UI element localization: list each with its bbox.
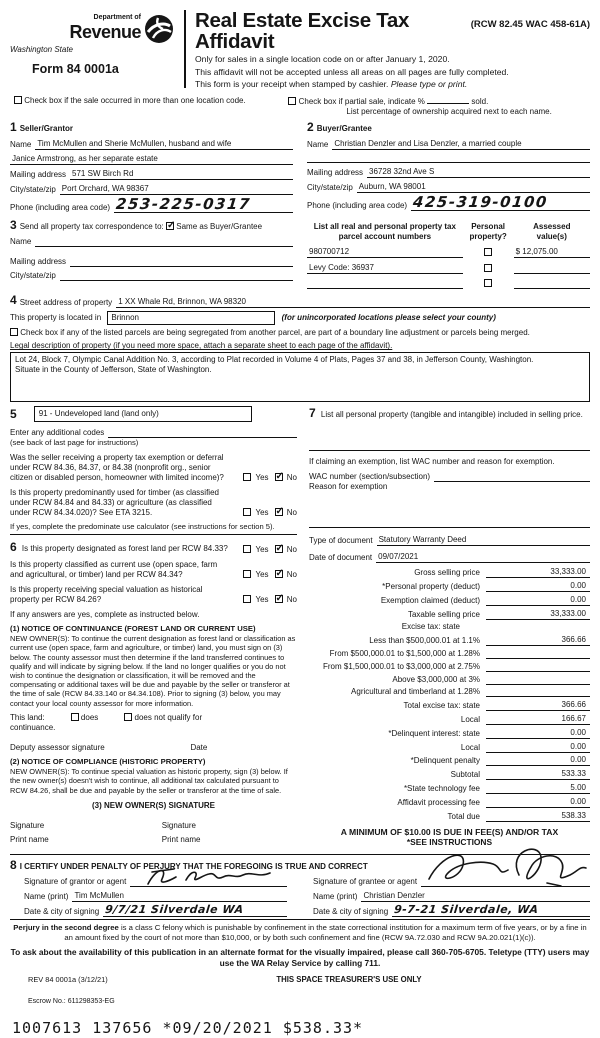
seller-grantor-section xyxy=(10,120,293,213)
parcel-row xyxy=(307,279,590,289)
tax-line xyxy=(309,700,590,711)
land-qualify-row xyxy=(10,713,297,723)
treasurer-use-label: THIS SPACE TREASURER'S USE ONLY xyxy=(276,974,422,984)
additional-codes-note: (see back of last page for instructions) xyxy=(10,438,139,448)
legal-description-label: Legal description of property (if you need more space, attach a separate sheet to each page of the affidavit). xyxy=(10,341,393,351)
notice-continuance-body: NEW OWNER(S): To continue the current designation as forest land or classification as current use (open space, farm and agriculture, or timber) land, you must sign on (3) below. The county assessor must then determine if the land transferred continues to qualify and will indicate by signing below. If the land no longer qualifies or you do not wish to continue the designation or classification, it will be removed and the compensating or additional taxes will be due and payable by the seller or transferor at the time of sale (RCW 84.33.140 or 84.34.108). Prior to signing (3) below, you may contact your local county assessor for more information. xyxy=(10,634,296,708)
tax-line xyxy=(309,769,590,780)
tax-line-value[interactable]: 0.00 xyxy=(486,797,590,808)
correspondence-label: Send all property tax correspondence to: xyxy=(19,222,164,232)
correspondence-city-label: City/state/zip xyxy=(10,271,56,281)
buyer-name-label: Name xyxy=(307,140,329,150)
section-5-number: 5 xyxy=(10,406,17,421)
buyer-mailing-field[interactable]: 36728 32nd Ave S xyxy=(367,167,590,178)
tax-line-label: Exemption claimed (deduct) xyxy=(380,595,480,605)
does-qualify-checkbox[interactable] xyxy=(71,713,79,721)
tax-line xyxy=(309,714,590,725)
tax-line-label: *Delinquent interest: state xyxy=(388,728,480,738)
escrow-number: Escrow No.: 611298353-EG xyxy=(28,998,115,1006)
yes-no-question xyxy=(10,453,297,483)
same-as-buyer-label: Same as Buyer/Grantee xyxy=(176,222,263,232)
header-divider xyxy=(184,10,186,88)
yes-no-controls: Yes✓ No xyxy=(237,570,297,580)
reason-exemption-field[interactable] xyxy=(309,492,590,528)
see-instructions-note: *SEE INSTRUCTIONS xyxy=(406,837,493,848)
tax-line xyxy=(309,649,590,659)
legal-description-field[interactable]: Lot 24, Block 7, Olympic Canal Addition No. 3, according to Plat recorded in Volume 4 of Plats, Pages 37 and 38, in Jefferson County, Washington. Situate in the County of Jefferson, State of Washington. xyxy=(10,352,590,402)
question-text: Is this property receiving special valuation as historical property per RCW 84.26? xyxy=(10,584,203,604)
doc-type-field[interactable]: Statutory Warranty Deed xyxy=(377,535,590,546)
located-in-note: (for unincorporated locations please select your county) xyxy=(281,313,496,323)
does-label: does xyxy=(80,712,99,722)
land-use-code-field[interactable]: 91 - Undeveloped land (land only) xyxy=(34,406,252,422)
section-7-number: 7 xyxy=(309,406,316,421)
seller-name-field[interactable]: Tim McMullen and Sherie McMullen, husband and wife xyxy=(35,139,293,150)
doc-date-label: Date of document xyxy=(309,553,373,563)
wac-number-label: WAC number (section/subsection) xyxy=(309,472,431,482)
yes-no-controls: Yes✓ No xyxy=(237,545,297,555)
notice-continuance-title: (1) NOTICE OF CONTINUANCE (FOREST LAND OR CURRENT USE) xyxy=(10,623,256,633)
partial-sale-percent-field[interactable] xyxy=(427,96,469,104)
buyer-city-field[interactable]: Auburn, WA 98001 xyxy=(357,182,590,193)
tax-line xyxy=(309,675,590,685)
multiple-location-label: Check box if the sale occurred in more than one location code. xyxy=(24,96,246,106)
dor-logo-block xyxy=(10,6,178,78)
tax-line-label: Affidavit processing fee xyxy=(397,797,480,807)
dept-of-label: Department of xyxy=(93,14,141,21)
segregated-checkbox[interactable] xyxy=(10,328,18,336)
parcel-row xyxy=(307,247,590,258)
buyer-mailing-label: Mailing address xyxy=(307,168,364,178)
section-2-number: 2 xyxy=(307,120,314,135)
grantor-date-city-field[interactable]: 9/7/21 Silverdale WA xyxy=(104,902,245,916)
tax-correspondence-section xyxy=(10,218,293,289)
section-2-title: Buyer/Grantee xyxy=(316,124,372,134)
tax-line xyxy=(309,755,590,766)
tax-line-value[interactable]: 366.66 xyxy=(486,700,590,711)
multiple-location-checkbox[interactable] xyxy=(14,96,22,104)
partial-sale-checkbox[interactable] xyxy=(288,97,296,105)
tax-line-value[interactable]: 538.33 xyxy=(486,811,590,822)
section-1-number: 1 xyxy=(10,120,17,135)
perjury-statement: Perjury in the second degree is a class C felony which is punishable by confinement in the state correctional institution for a maximum term of five years, or by a fine in an amount fixed by the court of not more than $10,000, or by both such confinement and fine (RCW 9A.72.030 and RCW 9A.20.021(1)(c)). xyxy=(13,922,587,942)
grantee-signature xyxy=(421,839,591,891)
tax-line-value[interactable]: 0.00 xyxy=(486,728,590,739)
assessed-value-field[interactable] xyxy=(514,280,590,289)
seller-mailing-field[interactable]: 571 SW Birch Rd xyxy=(70,169,293,180)
property-address-section xyxy=(10,293,590,402)
personal-property-checkbox[interactable] xyxy=(484,264,492,272)
tax-line xyxy=(309,687,590,697)
no-checkbox[interactable] xyxy=(275,473,283,481)
correspondence-name-label: Name xyxy=(10,237,32,247)
form-number: Form 84 0001a xyxy=(32,62,119,76)
section-1-title: Seller/Grantor xyxy=(19,124,74,134)
seller-phone-field[interactable]: 253-225-0317 xyxy=(115,195,252,214)
ownership-percentage-note: List percentage of ownership acquired next to each name. xyxy=(346,107,552,117)
yes-checkbox[interactable] xyxy=(243,570,251,578)
seller-city-label: City/state/zip xyxy=(10,185,56,195)
notice-compliance-title: (2) NOTICE OF COMPLIANCE (HISTORIC PROPERTY) xyxy=(10,756,206,766)
signature-label-1: Signature xyxy=(10,820,45,830)
grantee-signature-label: Signature of grantee or agent xyxy=(313,876,418,886)
tax-line-label: Taxable selling price xyxy=(407,609,480,619)
form-title: Real Estate Excise Tax Affidavit xyxy=(195,9,410,53)
parcel-table xyxy=(307,222,590,289)
answers-yes-note: If any answers are yes, complete as instructed below. xyxy=(10,609,200,619)
tax-line-label: *Delinquent penalty xyxy=(410,756,480,766)
buyer-phone-field[interactable]: 425-319-0100 xyxy=(412,193,549,212)
grantor-name-print-label: Name (print) xyxy=(24,891,69,901)
washington-state-label: Washington State xyxy=(10,45,74,54)
tax-line-label: *State technology fee xyxy=(403,783,480,793)
this-land-label: This land: xyxy=(10,712,45,722)
tax-line-label: Above $3,000,000 at 3% xyxy=(392,674,480,684)
buyer-name-field-2[interactable] xyxy=(307,154,590,163)
partial-sale-sold-label: sold. xyxy=(471,97,489,107)
correspondence-mailing-label: Mailing address xyxy=(10,257,67,267)
parcel-header: List all real and personal property tax parcel account numbers xyxy=(313,222,456,242)
section-6-question: 6 Is this property designated as forest land per RCW 84.33? xyxy=(10,539,228,554)
form-header xyxy=(10,6,590,90)
yes-no-controls: Yes✓ No xyxy=(237,595,297,605)
tax-line-label: From $1,500,000.01 to $3,000,000 at 2.75% xyxy=(322,661,480,671)
personal-property-checkbox[interactable] xyxy=(484,248,492,256)
tax-line-value[interactable]: 5.00 xyxy=(486,783,590,794)
tax-line xyxy=(309,581,590,592)
personal-property-label: List all personal property (tangible and intangible) included in selling price. xyxy=(320,410,583,420)
personal-property-checkbox[interactable] xyxy=(484,279,492,287)
no-checkbox[interactable] xyxy=(275,595,283,603)
tax-line-label: Local xyxy=(460,742,480,752)
tax-line-label: From $500,000.01 to $1,500,000 at 1.28% xyxy=(329,648,480,658)
reason-exemption-label: Reason for exemption xyxy=(309,482,388,492)
assessed-value-field[interactable]: $ 12,075.00 xyxy=(514,247,590,258)
section-3-number: 3 xyxy=(10,218,17,233)
tax-line-value[interactable]: 0.00 xyxy=(486,755,590,766)
tax-line-label: Subtotal xyxy=(450,770,480,780)
header-note-3: This form is your receipt when stamped by cashier. Please type or print. xyxy=(195,79,468,90)
seller-mailing-label: Mailing address xyxy=(10,170,67,180)
no-checkbox[interactable] xyxy=(275,570,283,578)
deputy-date-label: Date xyxy=(190,742,208,752)
located-in-label: This property is located in xyxy=(10,313,102,323)
tax-line-value[interactable]: 33,333.00 xyxy=(486,567,590,578)
seller-name-field-2[interactable]: Janice Armstrong, as her separate estate xyxy=(10,154,293,165)
deputy-assessor-label: Deputy assessor signature xyxy=(10,742,105,752)
tax-line-label: Excise tax: state xyxy=(401,622,460,632)
land-use-code-section xyxy=(10,406,297,422)
no-checkbox[interactable] xyxy=(275,508,283,516)
seller-name-label: Name xyxy=(10,140,32,150)
no-checkbox[interactable] xyxy=(275,545,283,553)
tax-line xyxy=(309,635,590,646)
correspondence-city-field[interactable] xyxy=(60,272,293,281)
tax-line-label: Agricultural and timberland at 1.28% xyxy=(351,687,480,697)
segregated-label: Check box if any of the listed parcels are being segregated from another parcel, are part of a boundary line adjustment or parcels being merged. xyxy=(20,328,530,338)
tax-line xyxy=(309,728,590,739)
tax-line xyxy=(309,811,590,822)
tax-line-value[interactable]: 166.67 xyxy=(486,714,590,725)
tax-line-value[interactable]: 33,333.00 xyxy=(486,609,590,620)
tax-line-label: Local xyxy=(460,714,480,724)
tax-line-label: Total due xyxy=(447,811,480,821)
additional-codes-label: Enter any additional codes xyxy=(10,428,105,438)
certification-section xyxy=(10,854,590,920)
personal-property-header: Personal property? xyxy=(469,222,507,242)
grantor-date-city-label: Date & city of signing xyxy=(24,906,100,916)
wac-number-field[interactable] xyxy=(434,473,590,482)
tax-section-header xyxy=(309,622,590,632)
street-address-field[interactable]: 1 XX Whale Rd, Brinnon, WA 98320 xyxy=(116,297,590,308)
yes-checkbox[interactable] xyxy=(243,595,251,603)
tax-line xyxy=(309,797,590,808)
top-check-row xyxy=(10,96,590,117)
excise-tax-table xyxy=(309,567,590,821)
grantee-date-city-label: Date & city of signing xyxy=(313,906,389,916)
grantor-name-field[interactable]: Tim McMullen xyxy=(72,891,287,902)
yes-checkbox[interactable] xyxy=(243,508,251,516)
grantee-date-city-field[interactable]: 9-7-21 Silverdale, WA xyxy=(393,902,540,916)
yes-checkbox[interactable] xyxy=(243,545,251,553)
yes-no-controls: Yes✓ No xyxy=(237,473,297,483)
print-name-label-1: Print name xyxy=(10,834,49,844)
exemption-note: If claiming an exemption, list WAC number and reason for exemption. xyxy=(309,457,555,467)
yes-checkbox[interactable] xyxy=(243,473,251,481)
tax-line-label: Total excise tax: state xyxy=(403,701,480,711)
assessed-value-header: Assessed value(s) xyxy=(533,222,571,242)
question-text: Is this property classified as current use (open space, farm and agricultural, or timber) land per RCW 84.34? xyxy=(10,559,218,579)
tax-line xyxy=(309,662,590,672)
revenue-label: Revenue xyxy=(69,21,141,42)
question-text: Is this property predominantly used for timber (as classified under RCW 84.84 and 84.33) or agriculture (as classified under RCW 84.34.020)? See ETA 3215. xyxy=(10,487,219,517)
grantee-name-field[interactable]: Christian Denzler xyxy=(361,891,590,902)
correspondence-mailing-field[interactable] xyxy=(70,258,293,267)
accessibility-note: To ask about the availability of this publication in an alternate format for the visually impaired, please call 360-705-6705. Teletype (TTY) users may use the WA Relay Service by calling 711. xyxy=(10,946,590,968)
tax-line-value[interactable] xyxy=(486,649,590,659)
parcel-number-field[interactable]: 980700712 xyxy=(307,247,463,258)
personal-property-section xyxy=(309,406,590,421)
yes-no-question xyxy=(10,488,297,518)
continuance-label: continuance. xyxy=(10,722,56,732)
certify-statement: I CERTIFY UNDER PENALTY OF PERJURY THAT THE FOREGOING IS TRUE AND CORRECT xyxy=(19,861,368,871)
assessed-value-field[interactable] xyxy=(514,265,590,274)
tax-line xyxy=(309,567,590,578)
tax-line-value[interactable]: 366.66 xyxy=(486,635,590,646)
buyer-phone-label: Phone (including area code) xyxy=(307,201,408,211)
located-in-field[interactable]: Brinnon xyxy=(107,311,275,325)
seller-city-field[interactable]: Port Orchard, WA 98367 xyxy=(60,184,293,195)
seller-phone-label: Phone (including area code) xyxy=(10,203,111,213)
correspondence-name-field[interactable] xyxy=(35,238,293,247)
tax-line xyxy=(309,595,590,606)
yes-no-question xyxy=(10,585,297,605)
tax-line-label: Less than $500,000.01 at 1.1% xyxy=(369,636,480,646)
parcel-number-field[interactable] xyxy=(307,280,463,289)
grantee-name-print-label: Name (print) xyxy=(313,891,358,901)
street-address-label: Street address of property xyxy=(19,298,113,308)
doc-date-field[interactable]: 09/07/2021 xyxy=(376,552,590,563)
additional-codes-field[interactable] xyxy=(108,429,297,438)
notice-compliance-body: NEW OWNER(S): To continue special valuation as historic property, sign (3) below. If the new owner(s) doesn't wish to continue, all additional tax calculated pursuant to RCW 84.26, shall be due and payable by the seller or transferor at the time of sale. xyxy=(10,767,288,795)
signature-label-2: Signature xyxy=(161,820,196,830)
form-revision-label: REV 84 0001a (3/12/21) xyxy=(28,974,108,984)
tax-line xyxy=(309,609,590,620)
section-4-number: 4 xyxy=(10,293,17,308)
dor-swirl-icon xyxy=(144,14,174,44)
tax-line-value[interactable]: 0.00 xyxy=(486,595,590,606)
grantor-signature-label: Signature of grantor or agent xyxy=(24,876,127,886)
grantor-signature xyxy=(142,863,282,891)
tax-line-value[interactable]: 0.00 xyxy=(486,742,590,753)
question-text: Was the seller receiving a property tax exemption or deferral under RCW 84.36, 84.37, or 84.38 (nonprofit org., senior citizen or disabled person, homeowner with limited income)? xyxy=(10,452,224,482)
new-owners-signature-title: (3) NEW OWNER(S) SIGNATURE xyxy=(92,800,215,810)
personal-property-field[interactable] xyxy=(309,421,590,451)
buyer-name-field[interactable]: Christian Denzler and Lisa Denzler, a married couple xyxy=(332,139,590,150)
yes-no-question xyxy=(10,560,297,580)
tax-line-value[interactable]: 0.00 xyxy=(486,581,590,592)
cashier-receipt-stamp: 1007613 137656 *09/20/2021 $538.33* xyxy=(12,1019,364,1038)
tax-line-value[interactable]: 533.33 xyxy=(486,769,590,780)
form-title-rcw: (RCW 82.45 WAC 458-61A) xyxy=(470,19,590,30)
tax-line-label: Gross selling price xyxy=(414,568,480,578)
header-note-1: Only for sales in a single location code on or after January 1, 2020. xyxy=(195,54,450,64)
doc-type-label: Type of document xyxy=(309,536,373,546)
does-not-label: does not qualify for xyxy=(134,712,203,722)
yes-no-controls: Yes✓ No xyxy=(237,508,297,518)
parcel-number-field[interactable]: Levy Code: 36937 xyxy=(307,263,463,274)
header-note-2: This affidavit will not be accepted unless all areas on all pages are fully completed. xyxy=(195,66,509,77)
does-not-qualify-checkbox[interactable] xyxy=(124,713,132,721)
tax-line-value[interactable] xyxy=(486,662,590,672)
section-8-number: 8 xyxy=(10,857,17,872)
minimum-due-note: A MINIMUM OF $10.00 IS DUE IN FEE(S) AND/OR TAX xyxy=(340,826,559,837)
predominate-use-note: If yes, complete the predominate use calculator (see instructions for section 5). xyxy=(10,521,275,531)
buyer-grantee-section xyxy=(307,120,590,213)
parcel-row xyxy=(307,263,590,274)
print-name-label-2: Print name xyxy=(161,834,201,844)
tax-line-value[interactable] xyxy=(486,688,590,698)
tax-line xyxy=(309,742,590,753)
partial-sale-label: Check box if partial sale, indicate % xyxy=(298,97,425,107)
tax-line-value[interactable] xyxy=(486,675,590,685)
tax-line-label: *Personal property (deduct) xyxy=(382,582,480,591)
tax-line xyxy=(309,783,590,794)
section-6-number: 6 xyxy=(10,539,17,554)
same-as-buyer-checkbox[interactable] xyxy=(166,222,174,230)
buyer-city-label: City/state/zip xyxy=(307,183,353,193)
